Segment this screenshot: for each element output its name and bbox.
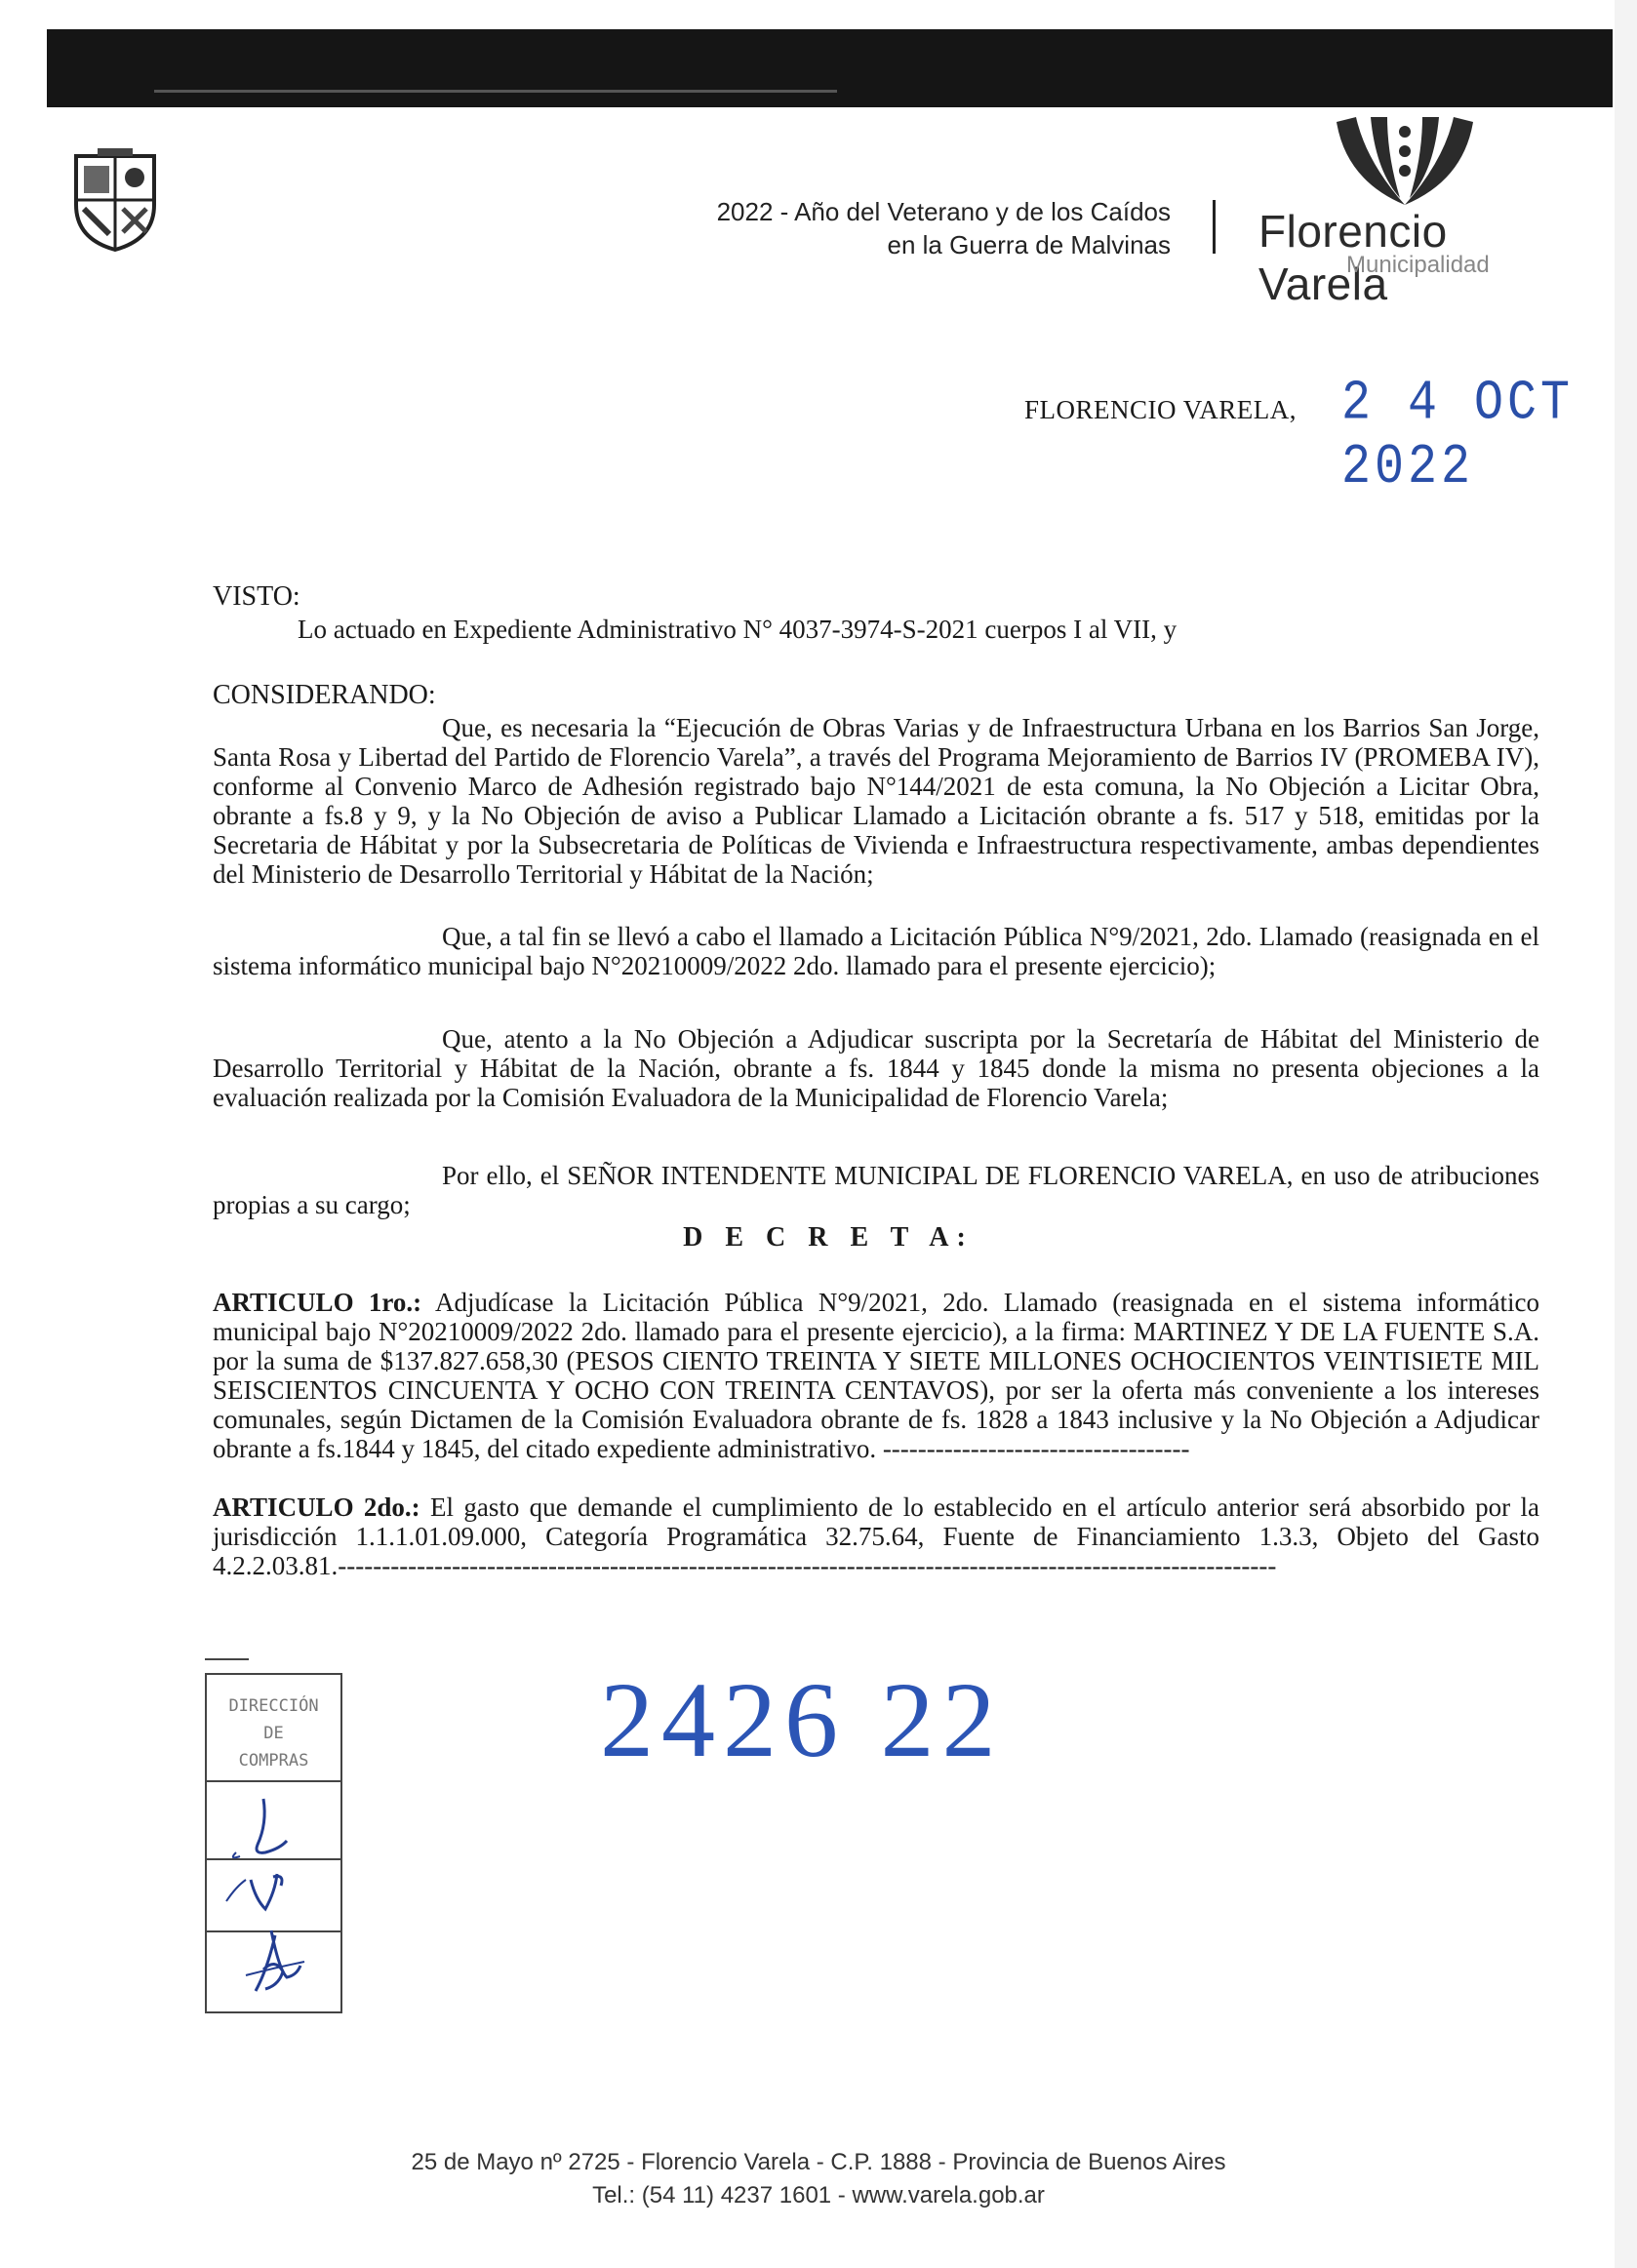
- article-1-heading: ARTICULO 1ro.:: [213, 1288, 422, 1317]
- place: FLORENCIO VARELA,: [1024, 395, 1298, 424]
- visto-text: Lo actuado en Expediente Administrativo N° 4037-3974-S-2021 cuerpos I al VII, y: [298, 615, 1178, 644]
- compras-stamp-line1: DIRECCIÓN: [228, 1696, 319, 1716]
- florencio-varela-logo-icon: [1327, 112, 1483, 210]
- footer-address: 25 de Mayo nº 2725 - Florencio Varela - C.P. 1888 - Provincia de Buenos Aires: [411, 2149, 1226, 2175]
- article-2-text: El gasto que demande el cumplimiento de lo establecido en el artículo anterior será absorbido por la jurisdicción 1.1.1.01.09.000, Categoría Programática 32.75.64, Fuente de Financiamiento 1.3.3, Objeto del Gasto 4.2.2.03.81.-----------------------------------------------------------------------------------------------------------: [213, 1492, 1539, 1580]
- logo-name: Florencio Varela: [1258, 206, 1448, 309]
- article-2: [213, 1492, 1539, 1580]
- compras-stamp-line3: COMPRAS: [238, 1751, 309, 1771]
- header-divider: [1213, 200, 1216, 254]
- logo-subtitle: Municipalidad: [1346, 252, 1490, 278]
- article-1: [213, 1288, 1539, 1463]
- visto-label: VISTO:: [213, 581, 300, 612]
- considerando-paragraph-3: Que, atento a la No Objeción a Adjudicar suscripta por la Secretaría de Hábitat del Ministerio de Desarrollo Territorial y Hábitat de la Nación, obrante a fs. 1844 y 1845 donde la misma no presenta objeciones a la evaluación realizada por la Comisión Evaluadora de la Municipalidad de Florencio Varela;: [213, 1024, 1539, 1112]
- compras-stamp-line2: DE: [263, 1724, 284, 1743]
- article-2-heading: ARTICULO 2do.:: [213, 1492, 420, 1522]
- decreta-heading: D E C R E T A:: [683, 1222, 974, 1253]
- year-motto-line2: en la Guerra de Malvinas: [887, 230, 1171, 259]
- handwritten-initials-icon: [207, 1784, 340, 2011]
- article-1-text: Adjudícase la Licitación Pública N°9/2021, 2do. Llamado (reasignada en el sistema informático municipal bajo N°20210009/2022 2do. llamado para el presente ejercicio), a la firma: MARTINEZ Y DE LA FUENTE S.A. por la suma de $137.827.658,30 (PESOS CIENTO TREINTA Y SIETE MILLONES OCHOCIENTOS VEINTISIETE MIL SEISCIENTOS CINCUENTA Y OCHO CON TREINTA CENTAVOS), por ser la oferta más conveniente a los intereses comunales, según Dictamen de la Comisión Evaluadora obrante de fs. 1828 a 1843 inclusive y la No Objeción a Adjudicar obrante a fs.1844 y 1845, del citado expediente administrativo. -----------------------------------: [213, 1288, 1539, 1463]
- considerando-paragraph-1: Que, es necesaria la “Ejecución de Obras Varias y de Infraestructura Urbana en los Barrios San Jorge, Santa Rosa y Libertad del Partido de Florencio Varela”, a través del Programa Mejoramiento de Barrios IV (PROMEBA IV), conforme al Convenio Marco de Adhesión registrado bajo N°144/2021 de esta comuna, la No Objeción a Licitar Obra, obrante a fs.8 y 9, y la No Objeción de aviso a Publicar Llamado a Licitación obrante a fs. 517 y 518, emitidas por la Secretaria de Hábitat y por la Subsecretaria de Políticas de Vivienda e Infraestructura respectivamente, ambas dependientes del Ministerio de Desarrollo Territorial y Hábitat de la Nación;: [213, 713, 1539, 889]
- considerando-paragraph-2: Que, a tal fin se llevó a cabo el llamado a Licitación Pública N°9/2021, 2do. Llamado (reasignada en el sistema informático municipal bajo N°20210009/2022 2do. llamado para el presente ejercicio);: [213, 922, 1539, 980]
- date-stamp: 2 4 OCT 2022: [1341, 372, 1575, 500]
- compras-stamp: [205, 1673, 342, 2013]
- scan-dark-band: [47, 29, 1613, 107]
- stamp-topline: [205, 1658, 249, 1660]
- scan-streak: [154, 90, 837, 93]
- year-motto: [585, 195, 1171, 261]
- footer-contact: Tel.: (54 11) 4237 1601 - www.varela.gob.ar: [592, 2182, 1045, 2208]
- scan-edge: [1615, 0, 1637, 2268]
- year-motto-line1: 2022 - Año del Veterano y de los Caídos: [716, 197, 1171, 226]
- resolution-number-stamp: 2426 22: [600, 1660, 1004, 1779]
- municipal-crest-icon: [68, 146, 162, 254]
- compras-stamp-header: [207, 1675, 340, 1782]
- considerando-label: CONSIDERANDO:: [213, 680, 436, 710]
- considerando-paragraph-4: Por ello, el SEÑOR INTENDENTE MUNICIPAL DE FLORENCIO VARELA, en uso de atribuciones propias a su cargo;: [213, 1161, 1539, 1219]
